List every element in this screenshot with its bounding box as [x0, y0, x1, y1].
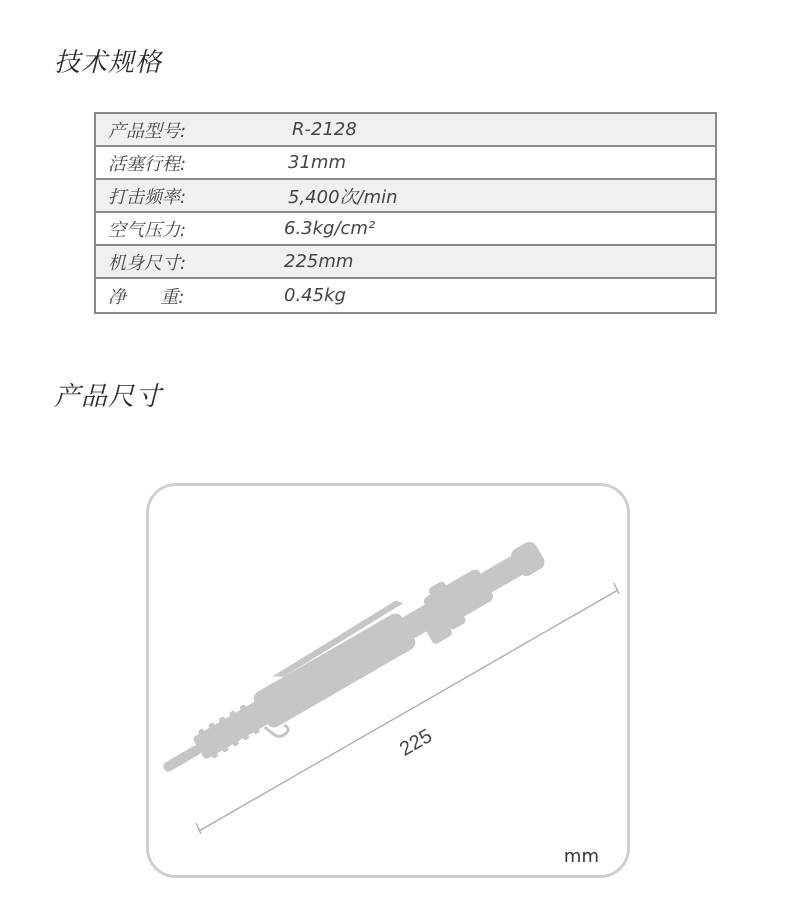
- spec-row-air-pressure: [96, 213, 715, 246]
- spec-label: 打击频率:: [108, 186, 187, 208]
- spec-value: 225mm: [284, 251, 354, 272]
- section-title-dimensions: 产品尺寸: [54, 382, 163, 412]
- spec-value: R-2128: [292, 119, 357, 140]
- spec-row-body-size: [96, 246, 715, 279]
- spec-row-frequency: [96, 180, 715, 213]
- unit-label: mm: [563, 846, 599, 867]
- spec-label: 活塞行程:: [108, 153, 187, 175]
- spec-value: 0.45kg: [284, 285, 346, 306]
- spec-row-stroke: [96, 147, 715, 180]
- section-title-specs: 技术规格: [54, 48, 163, 78]
- spec-label: 机身尺寸:: [108, 252, 187, 274]
- spec-value: 5,400次/min: [288, 186, 398, 208]
- spec-row-weight: [96, 279, 715, 312]
- dimension-label: 225: [396, 724, 436, 761]
- spec-row-model: [96, 114, 715, 147]
- spec-label: 空气压力:: [108, 219, 187, 241]
- spec-label: 净 重:: [108, 286, 185, 308]
- dimension-diagram: [146, 483, 630, 878]
- tool-drawing: [149, 486, 627, 875]
- spec-value: 31mm: [288, 152, 346, 173]
- spec-label: 产品型号:: [108, 120, 187, 142]
- spec-value: 6.3kg/cm²: [284, 218, 376, 239]
- spec-table: [94, 112, 717, 314]
